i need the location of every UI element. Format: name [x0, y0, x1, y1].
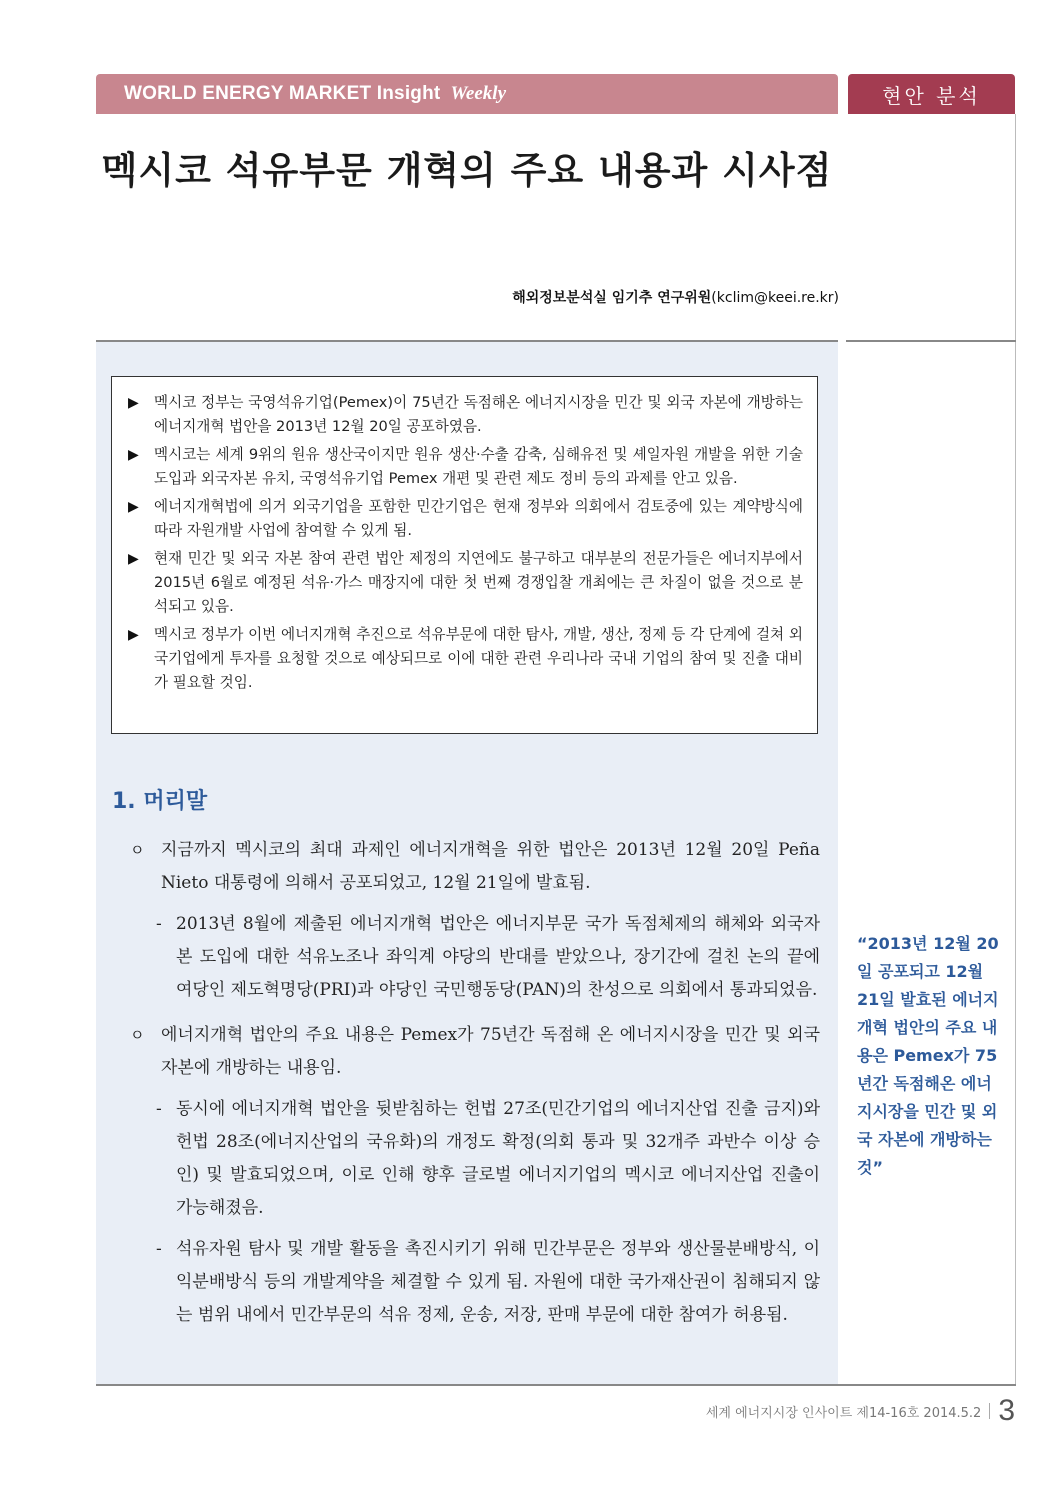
sub-paragraph-text: 2013년 8월에 제출된 에너지개혁 법안은 에너지부문 국가 독점체제의 해체와 외국자본 도입에 대한 석유노조나 좌익계 야당의 반대를 받았으나, 장기간에 걸친 논의 끝에 여당인 제도혁명당(PRI)과 야당인 국민행동당(PAN)의 찬성으로 의회에서 통과되었음.: [176, 914, 820, 1000]
sub-paragraph: [156, 1233, 820, 1332]
paragraph-text: 에너지개혁 법안의 주요 내용은 Pemex가 75년간 독점해 온 에너지시장을 민간 및 외국자본에 개방하는 내용임.: [161, 1025, 820, 1078]
circle-bullet-icon: ㅇ: [130, 1026, 145, 1044]
summary-item: [128, 443, 803, 491]
section-heading: 1. 머리말: [112, 789, 208, 814]
sub-paragraph-text: 동시에 에너지개혁 법안을 뒷받침하는 헌법 27조(민간기업의 에너지산업 진출 금지)와 헌법 28조(에너지산업의 국유화)의 개정도 확정(의회 통과 및 32개주 과반수 이상 승인) 및 발효되었으며, 이로 인해 향후 글로벌 에너지기업의 멕시코 에너지산업 진출이 가능해졌음.: [176, 1099, 820, 1218]
triangle-bullet-icon: ▶: [128, 499, 139, 515]
circle-bullet-icon: ㅇ: [130, 841, 145, 859]
summary-text: 현재 민간 및 외국 자본 참여 관련 법안 제정의 지연에도 불구하고 대부분의 전문가들은 에너지부에서 2015년 6월로 예정된 석유·가스 매장지에 대한 첫 번째 경쟁입찰 개최에는 큰 차질이 없을 것으로 분석되고 있음.: [154, 550, 803, 615]
header-weekly: Weekly: [450, 83, 506, 104]
header-bar: [96, 74, 838, 114]
pull-quote: “2013년 12월 20일 공포되고 12월 21일 발효된 에너지개혁 법안의 주요 내용은 Pemex가 75년간 독점해온 에너지시장을 민간 및 외국 자본에 개방하는 것”: [857, 934, 999, 1177]
footer: [706, 1394, 1015, 1428]
top-divider-sidebar: [846, 340, 1016, 342]
paragraph-text: 지금까지 멕시코의 최대 과제인 에너지개혁을 위한 법안은 2013년 12월 20일 Peña Nieto 대통령에 의해서 공포되었고, 12월 21일에 발효됨.: [161, 840, 820, 893]
footer-separator: [989, 1403, 990, 1419]
summary-item: [128, 547, 803, 619]
author-email: (kclim@keei.re.kr): [711, 290, 839, 306]
triangle-bullet-icon: ▶: [128, 627, 139, 643]
dash-bullet: -: [156, 1239, 162, 1259]
sub-paragraph-text: 석유자원 탐사 및 개발 활동을 촉진시키기 위해 민간부문은 정부와 생산물분배방식, 이익분배방식 등의 개발계약을 체결할 수 있게 됨. 자원에 대한 국가재산권이 침해되지 않는 범위 내에서 민간부문의 석유 정제, 운송, 저장, 판매 부문에 대한 참여가 허용됨.: [176, 1239, 820, 1325]
triangle-bullet-icon: ▶: [128, 395, 139, 411]
dash-bullet: -: [156, 1099, 162, 1119]
paragraph: [130, 1019, 820, 1085]
paragraph: [130, 834, 820, 900]
summary-text: 멕시코 정부는 국영석유기업(Pemex)이 75년간 독점해온 에너지시장을 민간 및 외국 자본에 개방하는 에너지개혁 법안을 2013년 12월 20일 공포하였음.: [154, 394, 803, 435]
summary-text: 에너지개혁법에 의거 외국기업을 포함한 민간기업은 현재 정부와 의회에서 검토중에 있는 계약방식에 따라 자원개발 사업에 참여할 수 있게 됨.: [154, 498, 803, 539]
triangle-bullet-icon: ▶: [128, 447, 139, 463]
summary-item: [128, 391, 803, 439]
author-line: [512, 287, 839, 307]
page-number: 3: [998, 1394, 1015, 1427]
bottom-divider: [96, 1384, 1016, 1386]
footer-publication: 세계 에너지시장 인사이트 제14-16호 2014.5.2: [705, 1405, 982, 1421]
dash-bullet: -: [156, 914, 162, 934]
page-title: 멕시코 석유부문 개혁의 주요 내용과 시사점: [101, 149, 833, 192]
header-brand: WORLD ENERGY MARKET Insight: [124, 83, 441, 104]
summary-item: [128, 623, 803, 695]
sub-paragraph: [156, 908, 820, 1007]
summary-item: [128, 495, 803, 543]
body-text: [130, 834, 820, 1332]
summary-box: [111, 376, 818, 734]
triangle-bullet-icon: ▶: [128, 551, 139, 567]
summary-text: 멕시코는 세계 9위의 원유 생산국이지만 원유 생산·수출 감축, 심해유전 및 셰일자원 개발을 위한 기술 도입과 외국자본 유치, 국영석유기업 Pemex 개편 및 관련 제도 정비 등의 과제를 안고 있음.: [154, 446, 803, 487]
right-margin-rule: [1015, 114, 1016, 1386]
author-name: 해외정보분석실 임기추 연구위원: [512, 290, 712, 306]
sub-paragraph: [156, 1093, 820, 1225]
summary-text: 멕시코 정부가 이번 에너지개혁 추진으로 석유부문에 대한 탐사, 개발, 생산, 정제 등 각 단계에 걸쳐 외국기업에게 투자를 요청할 것으로 예상되므로 이에 대한 관련 우리나라 국내 기업의 참여 및 진출 대비가 필요할 것임.: [154, 626, 803, 691]
section-tag: 현안 분석: [848, 74, 1015, 114]
